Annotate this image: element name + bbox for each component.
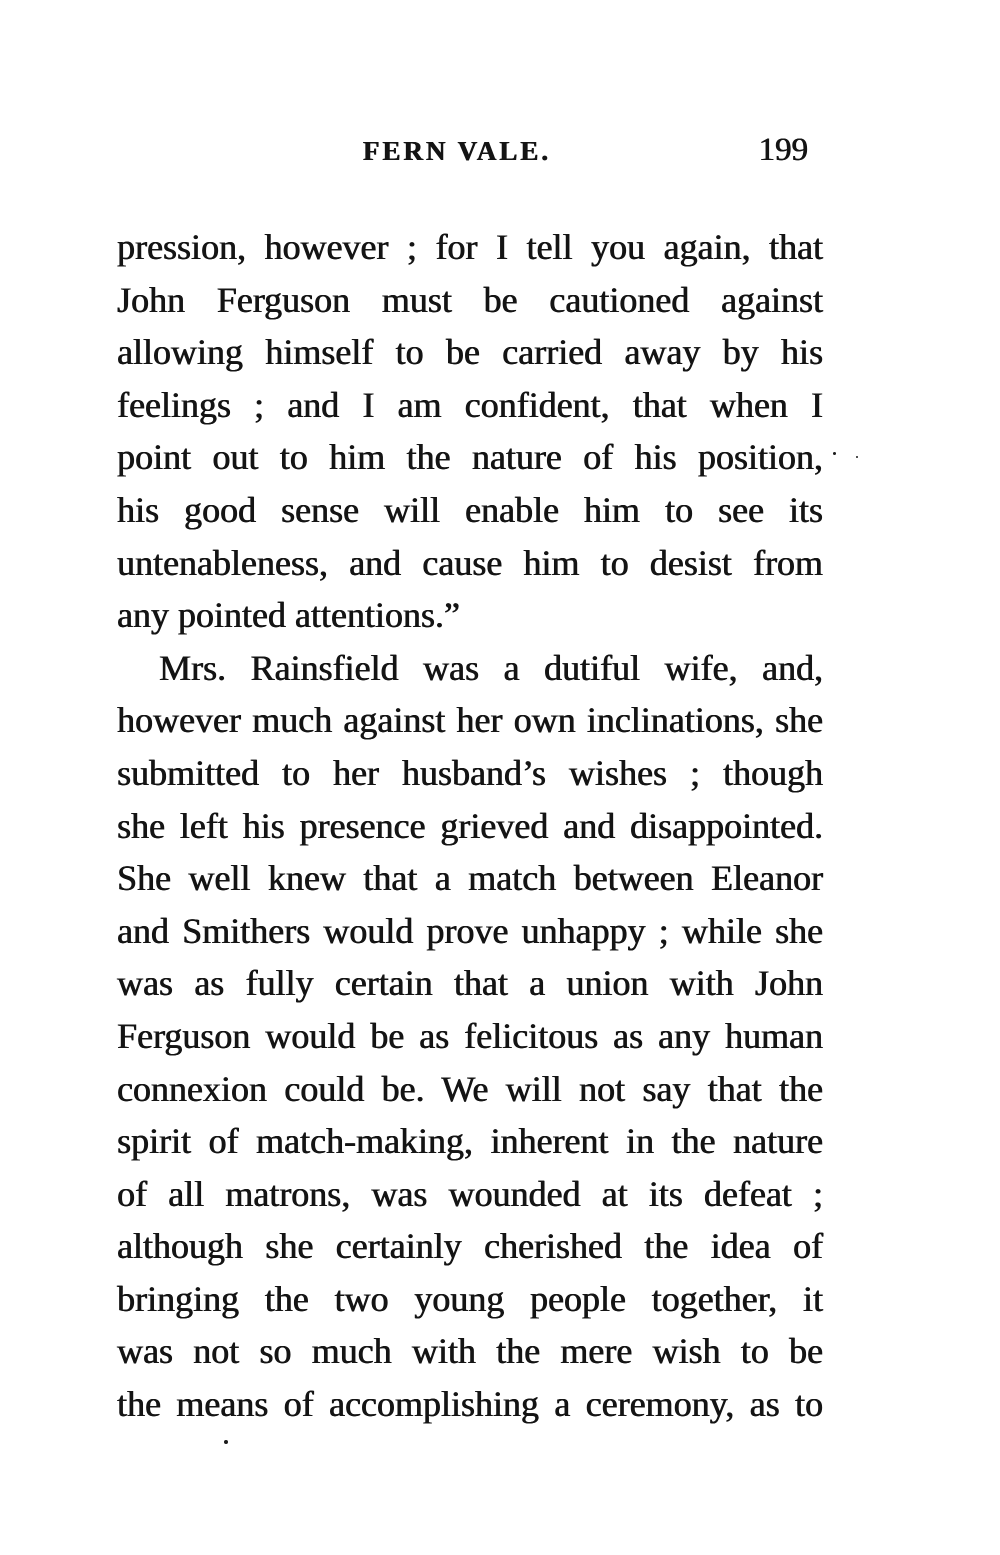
text-line: point out to him the nature of his position, xyxy=(117,437,823,478)
ink-speck xyxy=(833,452,836,455)
text-line: submitted to her husband’s wishes ; though xyxy=(117,752,823,793)
text-line: the means of accomplishing a ceremony, as to xyxy=(117,1384,823,1425)
text-line: She well knew that a match between Eleanor xyxy=(117,858,823,899)
text-line: pression, however ; for I tell you again, that xyxy=(117,227,823,267)
text-line: connexion could be. We will not say that the xyxy=(117,1068,823,1109)
text-line: Ferguson would be as felicitous as any human xyxy=(117,1015,823,1056)
ink-speck xyxy=(856,456,858,458)
text-line: any pointed attentions.” xyxy=(117,595,460,636)
text-line: John Ferguson must be cautioned against xyxy=(117,279,823,320)
text-line: allowing himself to be carried away by his xyxy=(117,332,823,373)
text-line: and Smithers would prove unhappy ; while she xyxy=(117,910,823,951)
running-header-title: FERN VALE. xyxy=(362,136,552,166)
text-line: feelings ; and I am confident, that when I xyxy=(117,384,823,425)
text-line: of all matrons, was wounded at its defeat ; xyxy=(117,1173,823,1214)
text-line: spirit of match-making, inherent in the nature xyxy=(117,1121,823,1162)
ink-speck xyxy=(224,1440,228,1444)
text-line: was not so much with the mere wish to be xyxy=(117,1331,823,1372)
text-line: his good sense will enable him to see its xyxy=(117,489,823,530)
page-number: 199 xyxy=(758,132,808,168)
text-line: she left his presence grieved and disappointed. xyxy=(117,805,823,846)
text-line: was as fully certain that a union with John xyxy=(117,963,823,1004)
body-text xyxy=(117,221,823,1431)
text-line: however much against her own inclinations, she xyxy=(117,700,823,741)
text-line: although she certainly cherished the idea of xyxy=(117,1226,823,1267)
text-line: bringing the two young people together, it xyxy=(117,1278,823,1319)
text-line: untenableness, and cause him to desist from xyxy=(117,542,823,583)
text-line: Mrs. Rainsfield was a dutiful wife, and, xyxy=(159,647,823,688)
